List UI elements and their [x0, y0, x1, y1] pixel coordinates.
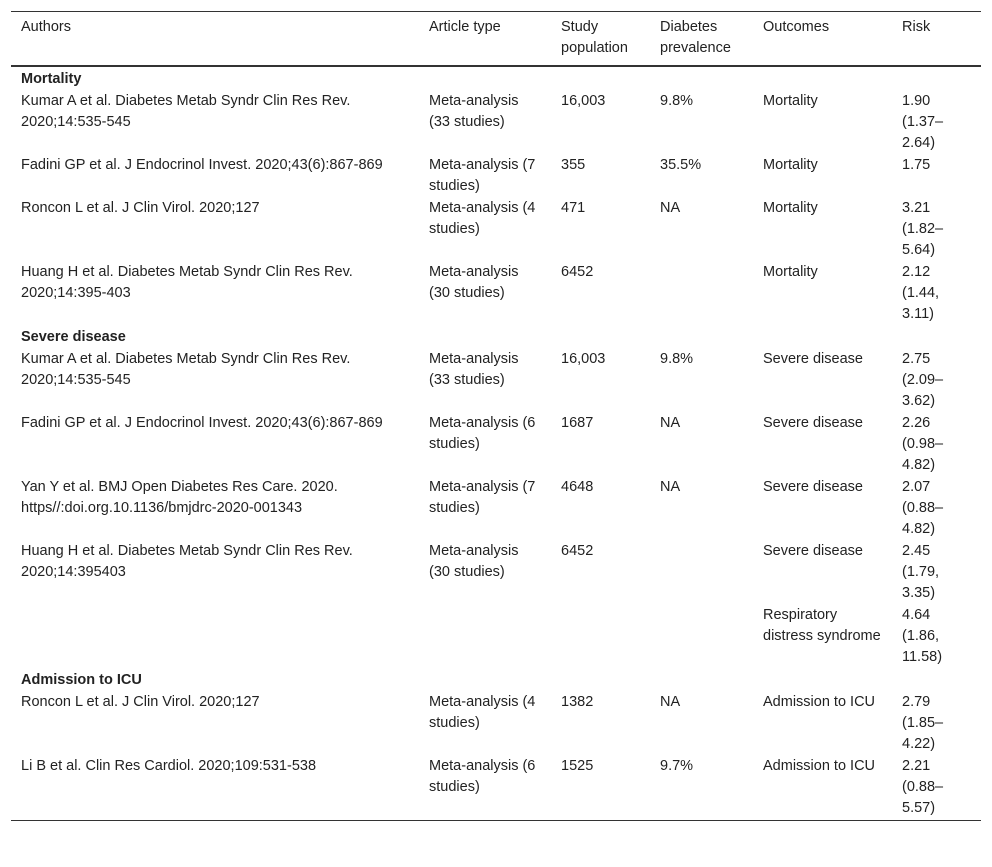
cell-outcome: Respiratory distress syndrome [763, 607, 881, 644]
cell-risk: 1.75 [902, 157, 931, 173]
cell-diabetes-prevalence: 35.5% [660, 157, 702, 173]
section-title: Admission to ICU [21, 672, 142, 688]
cell-outcome: Severe disease [763, 479, 863, 495]
cell-diabetes-prevalence: NA [660, 200, 681, 216]
cell-article-type: Meta-analysis (4 studies) [429, 694, 536, 731]
cell-article-type: Meta-analysis (6 studies) [419, 755, 551, 821]
cell-authors: Kumar A et al. Diabetes Metab Syndr Clin Res Rev. 2020;14:535-545 [21, 93, 351, 130]
col-study-population-header: Study population [551, 12, 650, 67]
cell-outcome: Mortality [763, 200, 818, 216]
section-row [11, 66, 981, 90]
cell-diabetes-prevalence: 9.7% [650, 755, 753, 821]
table-row [11, 261, 981, 325]
cell-outcome: Mortality [763, 157, 818, 173]
cell-study-population: 6452 [561, 264, 594, 280]
cell-risk: 1.90 (1.37–2.64) [902, 93, 944, 151]
table-body [11, 66, 981, 821]
table-row [11, 154, 981, 197]
table-header [11, 12, 981, 67]
section-title: Mortality [21, 71, 82, 87]
table-row [11, 348, 981, 412]
cell-authors: Fadini GP et al. J Endocrinol Invest. 2020;43(6):867-869 [21, 415, 383, 431]
col-article-type-header: Article type [419, 12, 551, 67]
cell-authors: Roncon L et al. J Clin Virol. 2020;127 [21, 200, 260, 216]
cell-outcome: Admission to ICU [763, 694, 876, 710]
cell-risk: 2.75 (2.09–3.62) [902, 351, 944, 409]
cell-outcome: Mortality [763, 264, 818, 280]
studies-table [11, 11, 981, 821]
cell-authors: Huang H et al. Diabetes Metab Syndr Clin Res Rev. 2020;14:395-403 [21, 264, 353, 301]
table-row [11, 90, 981, 154]
cell-diabetes-prevalence: NA [660, 479, 681, 495]
col-risk-header: Risk [892, 12, 981, 67]
col-outcomes-header: Outcomes [753, 12, 892, 67]
cell-article-type: Meta-analysis (33 studies) [429, 93, 519, 130]
section-row [11, 668, 981, 691]
cell-diabetes-prevalence [650, 604, 753, 668]
cell-study-population: 4648 [561, 479, 594, 495]
cell-risk: 2.26 (0.98–4.82) [902, 415, 944, 473]
cell-outcome: Admission to ICU [753, 755, 892, 821]
table-row [11, 412, 981, 476]
cell-study-population: 1525 [551, 755, 650, 821]
cell-authors: Huang H et al. Diabetes Metab Syndr Clin Res Rev. 2020;14:395403 [21, 543, 353, 580]
cell-article-type: Meta-analysis (7 studies) [429, 157, 536, 194]
cell-study-population: 16,003 [561, 93, 606, 109]
col-diabetes-prevalence-header: Diabetes prevalence [650, 12, 753, 67]
cell-study-population: 16,003 [561, 351, 606, 367]
cell-risk: 2.21 (0.88–5.57) [892, 755, 981, 821]
cell-study-population: 471 [561, 200, 586, 216]
section-row [11, 325, 981, 348]
cell-diabetes-prevalence: 9.8% [660, 93, 694, 109]
col-authors-header: Authors [11, 12, 419, 67]
table-row [11, 540, 981, 604]
cell-outcome: Mortality [763, 93, 818, 109]
table-row [11, 476, 981, 540]
cell-authors: Roncon L et al. J Clin Virol. 2020;127 [21, 694, 260, 710]
cell-study-population [551, 604, 650, 668]
table-row [11, 691, 981, 755]
cell-study-population: 1687 [561, 415, 594, 431]
table-row [11, 755, 981, 821]
cell-diabetes-prevalence [650, 540, 753, 604]
section-title: Severe disease [21, 329, 126, 345]
cell-article-type [419, 604, 551, 668]
cell-diabetes-prevalence: NA [660, 694, 681, 710]
cell-study-population: 6452 [561, 543, 594, 559]
table-row [11, 604, 981, 668]
cell-diabetes-prevalence: NA [660, 415, 681, 431]
cell-article-type: Meta-analysis (30 studies) [429, 543, 519, 580]
cell-diabetes-prevalence [650, 261, 753, 325]
cell-study-population: 355 [561, 157, 586, 173]
cell-risk: 2.12 (1.44, 3.11) [902, 264, 940, 322]
cell-authors: Li B et al. Clin Res Cardiol. 2020;109:531-538 [11, 755, 419, 821]
cell-article-type: Meta-analysis (4 studies) [429, 200, 536, 237]
cell-risk: 2.45 (1.79, 3.35) [902, 543, 940, 601]
cell-article-type: Meta-analysis (7 studies) [429, 479, 536, 516]
cell-study-population: 1382 [561, 694, 594, 710]
cell-diabetes-prevalence: 9.8% [660, 351, 694, 367]
cell-authors: Fadini GP et al. J Endocrinol Invest. 2020;43(6):867-869 [21, 157, 383, 173]
cell-risk: 2.07 (0.88–4.82) [902, 479, 944, 537]
cell-authors: Kumar A et al. Diabetes Metab Syndr Clin Res Rev. 2020;14:535-545 [21, 351, 351, 388]
cell-risk: 3.21 (1.82–5.64) [902, 200, 944, 258]
cell-article-type: Meta-analysis (33 studies) [429, 351, 519, 388]
cell-article-type: Meta-analysis (30 studies) [429, 264, 519, 301]
cell-outcome: Severe disease [763, 351, 863, 367]
cell-outcome: Severe disease [763, 543, 863, 559]
cell-risk: 4.64 (1.86, 11.58) [902, 607, 943, 665]
cell-risk: 2.79 (1.85–4.22) [902, 694, 944, 752]
cell-outcome: Severe disease [763, 415, 863, 431]
header-row [11, 12, 981, 67]
cell-authors [11, 604, 419, 668]
cell-authors: Yan Y et al. BMJ Open Diabetes Res Care. 2020. https//:doi.org.10.1136/bmjdrc-2020-001343 [21, 479, 338, 516]
cell-article-type: Meta-analysis (6 studies) [429, 415, 536, 452]
table-row [11, 197, 981, 261]
